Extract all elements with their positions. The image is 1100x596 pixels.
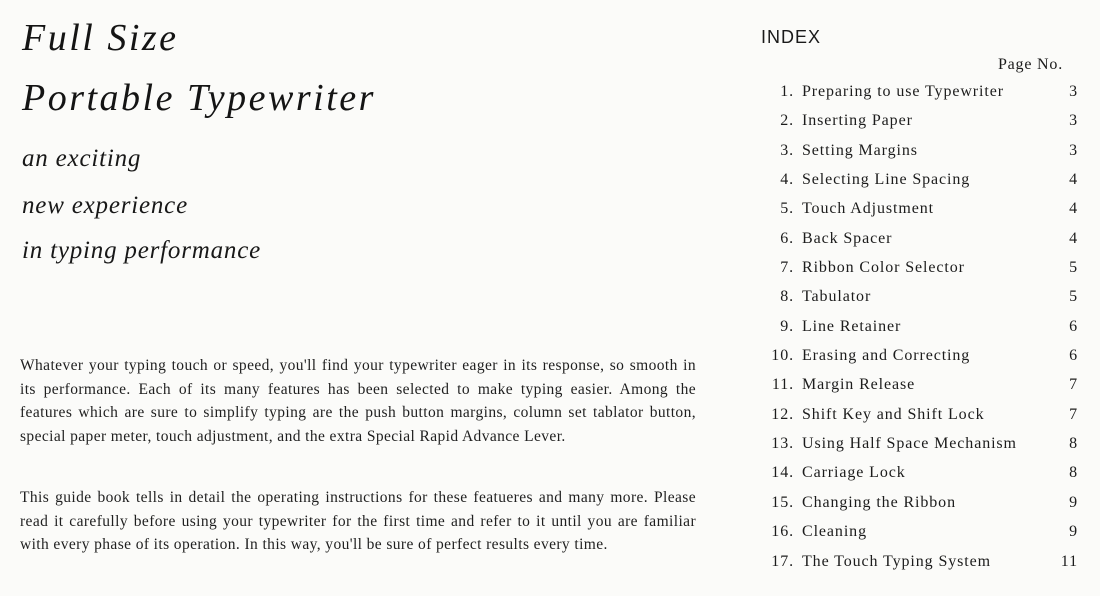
- index-entry: [756, 376, 1078, 405]
- index-entry-page: 8: [1069, 435, 1078, 453]
- index-entry-page: 3: [1069, 83, 1078, 100]
- index-entry-number: 14.: [771, 464, 794, 482]
- index-entry-number: 1.: [780, 83, 794, 100]
- index-entry: [756, 142, 1078, 171]
- index-entry-title: Preparing to use Typewriter: [802, 83, 1004, 100]
- index-entry: [756, 494, 1078, 523]
- subtitle-line-3: in typing performance: [22, 237, 261, 264]
- index-entry: [756, 318, 1078, 347]
- title-line-1: Full Size: [22, 17, 179, 59]
- index-entry-number: 10.: [771, 347, 794, 365]
- index-entry-page: 7: [1069, 376, 1078, 394]
- index-entry-number: 4.: [780, 171, 794, 189]
- index-entry-page: 4: [1069, 229, 1078, 247]
- index-entry: [756, 406, 1078, 435]
- index-entry-number: 3.: [780, 141, 794, 159]
- index-entry-number: 13.: [771, 435, 794, 453]
- index-entry-page: 8: [1069, 464, 1078, 482]
- index-entry-title: Selecting Line Spacing: [802, 171, 971, 189]
- index-entry: [756, 553, 1078, 582]
- index-entry-page: 11: [1060, 552, 1078, 570]
- title-line-2: Portable Typewriter: [22, 77, 376, 119]
- intro-paragraph: Whatever your typing touch or speed, you'll find your typewriter eager in its response, so smooth in its performance. Each of its many features has been selected to make typing easier. Among the features which are sure to simplify typing are the push button margins, column set tablator button, special paper meter, touch adjustment, and the extra Special Rapid Advance Lever.: [20, 357, 696, 445]
- index-entry-page: 3: [1069, 141, 1078, 159]
- index-entry-title: Erasing and Correcting: [802, 347, 971, 365]
- index-list: [756, 83, 1078, 582]
- index-entry-number: 12.: [771, 405, 794, 423]
- index-entry-title: Changing the Ribbon: [802, 493, 956, 511]
- index-entry: [756, 347, 1078, 376]
- index-entry-title: The Touch Typing System: [802, 552, 991, 570]
- index-entry-number: 17.: [771, 552, 794, 570]
- index-entry-title: Tabulator: [802, 288, 872, 306]
- index-entry-title: Back Spacer: [802, 229, 893, 247]
- index-entry-page: 7: [1069, 405, 1078, 423]
- index-entry-number: 2.: [780, 112, 794, 130]
- index-entry-number: 9.: [780, 317, 794, 335]
- index-entry-title: Ribbon Color Selector: [802, 259, 965, 277]
- index-entry: [756, 112, 1078, 141]
- subtitle-line-2: new experience: [22, 192, 188, 219]
- index-entry-number: 7.: [780, 259, 794, 277]
- index-entry-page: 5: [1069, 259, 1078, 277]
- index-entry-title: Touch Adjustment: [802, 200, 934, 218]
- index-entry-number: 15.: [771, 493, 794, 511]
- index-entry: [756, 259, 1078, 288]
- index-entry-title: Shift Key and Shift Lock: [802, 405, 985, 423]
- index-entry-title: Cleaning: [802, 523, 867, 541]
- index-entry-title: Carriage Lock: [802, 464, 906, 482]
- index-entry-page: 5: [1069, 288, 1078, 306]
- index-entry-page: 4: [1069, 200, 1078, 218]
- index-entry: [756, 464, 1078, 493]
- index-entry: [756, 200, 1078, 229]
- subtitle-line-1: an exciting: [22, 145, 142, 172]
- index-entry-page: 3: [1069, 112, 1078, 130]
- index-entry-number: 8.: [780, 288, 794, 306]
- index-entry-number: 6.: [780, 229, 794, 247]
- index-entry-page: 9: [1069, 493, 1078, 511]
- index-entry-title: Line Retainer: [802, 317, 902, 335]
- index-entry: [756, 230, 1078, 259]
- index-entry: [756, 83, 1078, 112]
- index-entry-number: 16.: [771, 523, 794, 541]
- index-entry-title: Inserting Paper: [802, 112, 913, 130]
- index-entry-page: 4: [1069, 171, 1078, 189]
- index-entry: [756, 523, 1078, 552]
- index-entry: [756, 171, 1078, 200]
- index-entry-page: 9: [1069, 523, 1078, 541]
- index-entry-title: Setting Margins: [802, 141, 918, 159]
- guide-paragraph: This guide book tells in detail the operating instructions for these featueres and many more. Please read it carefully before using your typewriter for the first time and refer to it until you are familiar with every phase of its operation. In this way, you'll be sure of perfect results every time.: [20, 489, 696, 554]
- index-entry-title: Using Half Space Mechanism: [802, 435, 1017, 453]
- index-entry-number: 11.: [771, 376, 794, 394]
- index-entry: [756, 288, 1078, 317]
- index-entry-page: 6: [1069, 347, 1078, 365]
- index-heading: INDEX: [761, 27, 822, 47]
- index-entry-title: Margin Release: [802, 376, 916, 394]
- page-no-header: Page No.: [997, 56, 1063, 73]
- index-entry-number: 5.: [780, 200, 794, 218]
- index-entry-page: 6: [1069, 317, 1078, 335]
- index-entry: [756, 435, 1078, 464]
